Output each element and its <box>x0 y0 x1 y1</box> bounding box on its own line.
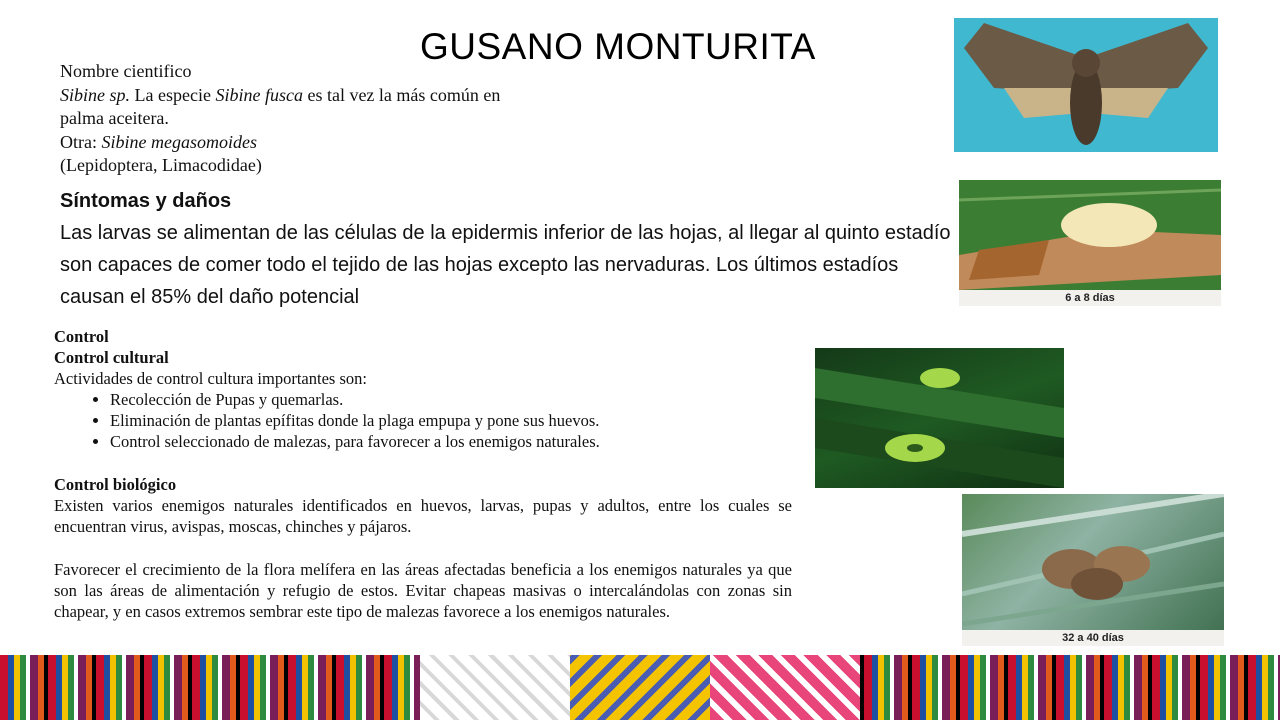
list-item: • Recolección de Pupas y quemarlas. <box>110 389 792 410</box>
scientific-heading: Nombre cientifico <box>60 61 192 81</box>
control-heading: Control <box>54 327 109 346</box>
control-block <box>54 326 792 622</box>
moth-photo <box>954 18 1218 152</box>
species-name-2: Sibine megasomoides <box>101 131 257 152</box>
species-name-1: Sibine fusca <box>215 84 303 105</box>
list-item: • Eliminación de plantas epífitas donde la plaga empupa y pone sus huevos. <box>110 410 792 431</box>
pupa-caption: 32 a 40 días <box>962 630 1224 646</box>
egg-caption: 6 a 8 días <box>959 290 1221 306</box>
textile-motif-white <box>420 655 570 720</box>
symptoms-block <box>60 185 960 313</box>
cultural-control-list <box>54 389 792 452</box>
cultural-control-intro: Actividades de control cultura importantes son: <box>54 369 367 388</box>
genus-name: Sibine sp. <box>60 84 130 105</box>
biological-control-heading: Control biológico <box>54 475 177 494</box>
scientific-description <box>60 84 520 131</box>
biological-control-paragraph-1: Existen varios enemigos naturales identificados en huevos, larvas, pupas y adultos, entre los cuales se encuentran virus, avispas, moscas, chinches y pájaros. <box>54 496 792 536</box>
other-species <box>60 131 520 155</box>
classification: (Lepidoptera, Limacodidae) <box>60 155 262 175</box>
cultural-control-heading: Control cultural <box>54 348 169 367</box>
slide-title: GUSANO MONTURITA <box>420 26 816 67</box>
pupa-photo <box>962 494 1224 646</box>
other-label: Otra: <box>60 131 102 152</box>
description-text-2: es tal vez la más común en palma aceitera. <box>60 84 501 128</box>
biological-control-paragraph-2: Favorecer el crecimiento de la flora melífera en las áreas afectadas beneficia a los enemigos naturales ya que son las áreas de alimentación y refugio de estos. Evitar chapeas masivas o intercalándolas con zonas sin chapear, y en casos extremos sembrar este tipo de malezas favorece a los enemigos naturales. <box>54 560 792 621</box>
egg-mass-photo <box>959 180 1221 306</box>
list-item: • Control seleccionado de malezas, para favorecer a los enemigos naturales. <box>110 431 792 452</box>
symptoms-heading: Síntomas y daños <box>60 190 232 212</box>
scientific-name-block <box>60 60 520 178</box>
textile-motif-yellow <box>570 655 710 720</box>
textile-motif-pink <box>710 655 860 720</box>
description-text-1: La especie <box>130 84 216 105</box>
symptoms-body: Las larvas se alimentan de las células de la epidermis inferior de las hojas, al llegar al quinto estadío son capaces de comer todo el tejido de las hojas excepto las nervaduras. Los últimos estadíos causan el 85% del daño potencial <box>60 222 951 308</box>
larvae-photo <box>815 348 1064 488</box>
